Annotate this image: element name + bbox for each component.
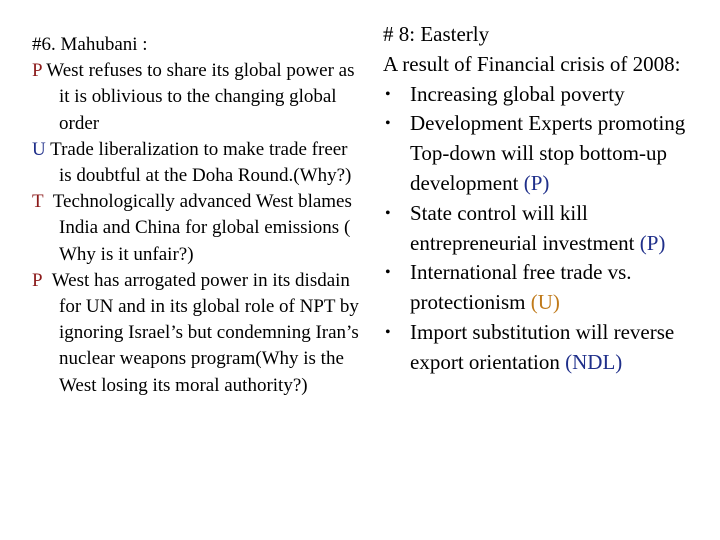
left-item-3 [32, 189, 362, 268]
bullet-text: International free trade vs. protectionism [410, 260, 632, 315]
bullet-text: State control will kill entrepreneurial investment [410, 200, 635, 255]
bullet-tag: (NDL) [565, 349, 623, 374]
item-text: West refuses to share its global power as it is oblivious to the changing global order [46, 60, 355, 134]
bullet-icon: • [385, 115, 391, 133]
bullet-tag: (U) [530, 290, 560, 315]
bullet-list [383, 80, 713, 378]
bullet-icon: • [385, 204, 391, 222]
bullet-tag: (P) [639, 230, 666, 255]
bullet-tag: (P) [523, 170, 550, 195]
item-marker: P [32, 269, 43, 291]
right-heading: # 8: Easterly [383, 22, 490, 46]
bullet-icon: • [385, 323, 391, 341]
bullet-text: Increasing global poverty [410, 81, 625, 106]
right-column [383, 20, 713, 378]
item-marker: P [32, 60, 42, 82]
bullet-item-4 [383, 258, 713, 318]
item-text: Technologically advanced West blames India and China for global emissions ( Why is it unfair?) [52, 191, 352, 265]
bullet-icon: • [385, 85, 391, 103]
left-item-1 [32, 58, 362, 137]
item-text: Trade liberalization to make trade freer is doubtful at the Doha Round.(Why?) [50, 138, 352, 187]
left-item-4 [32, 268, 362, 399]
bullet-text: Import substitution will reverse export orientation [410, 319, 675, 374]
bullet-item-1 [383, 80, 713, 110]
right-intro: A result of Financial crisis of 2008: [383, 51, 681, 76]
left-column [32, 32, 362, 399]
bullet-item-3 [383, 199, 713, 259]
left-heading: #6. Mahubani : [32, 34, 148, 55]
left-item-2 [32, 137, 362, 189]
item-text: West has arrogated power in its disdain for UN and in its global role of NPT by ignoring Israel’s but condemning Iran’s nuclear weapons program(Why is the West losing its moral authority?) [51, 269, 359, 396]
item-marker: U [32, 138, 46, 160]
item-marker: T [32, 191, 44, 213]
bullet-item-2 [383, 109, 713, 198]
bullet-text: Development Experts promoting Top-down will stop bottom-up development [410, 111, 686, 195]
bullet-icon: • [385, 264, 391, 282]
bullet-item-5 [383, 318, 713, 378]
